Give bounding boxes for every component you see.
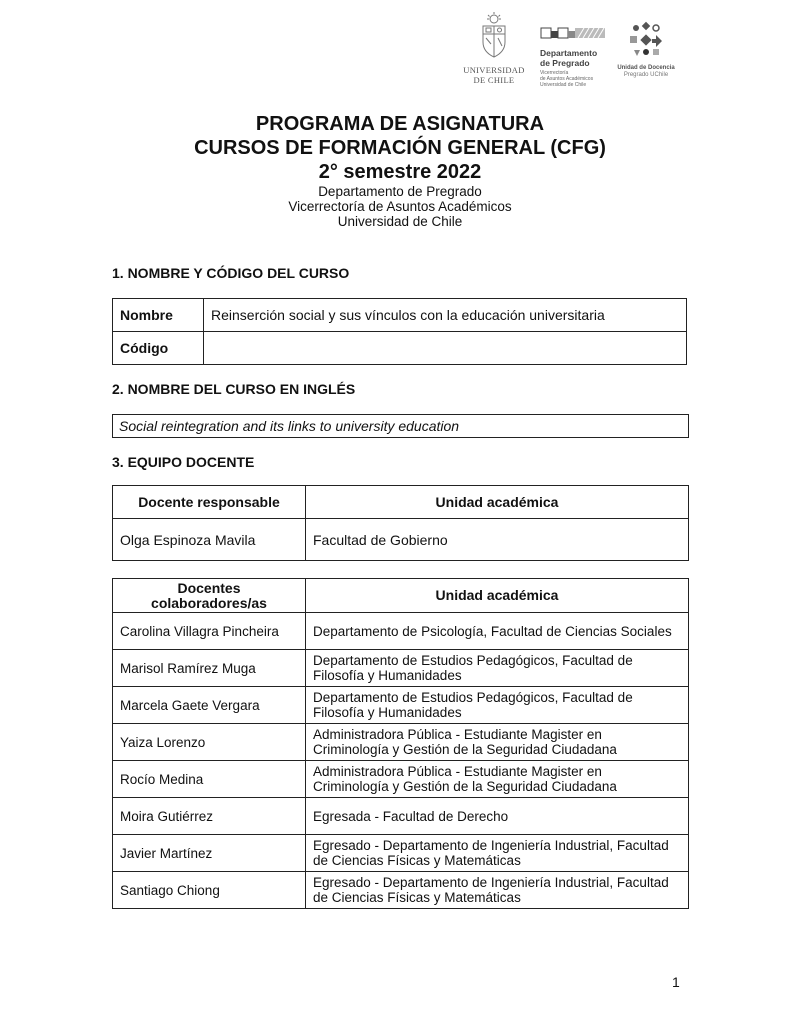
table-row [113, 872, 689, 909]
colab-unit-line: Departamento de Estudios Pedagógicos, Facultad de [313, 690, 633, 705]
resp-unit: Facultad de Gobierno [306, 519, 689, 561]
colab-unit [306, 687, 689, 724]
section-3-heading: 3. EQUIPO DOCENTE [112, 454, 255, 470]
colab-unit [306, 761, 689, 798]
colab-name: Javier Martínez [113, 835, 306, 872]
table-row [113, 613, 689, 650]
departamento-pregrado-logo [540, 26, 618, 88]
table-row [113, 798, 689, 835]
colab-header-name-line-2: colaboradores/as [151, 594, 267, 611]
codigo-label: Código [113, 332, 204, 365]
table-row [113, 299, 687, 332]
table-row [113, 332, 687, 365]
table-header-row [113, 486, 689, 519]
page-number: 1 [672, 974, 680, 990]
colab-unit-line: de Ciencias Físicas y Matemáticas [313, 853, 521, 868]
colab-name: Rocío Medina [113, 761, 306, 798]
header-logos [450, 12, 680, 92]
depto-sub-line-2: de Asuntos Académicos [540, 76, 594, 82]
collaborators-body [113, 613, 689, 909]
colab-unit-line: Administradora Pública - Estudiante Magister en [313, 727, 602, 742]
table-row [113, 650, 689, 687]
depto-title-line-2: de Pregrado [540, 58, 590, 68]
university-name-line-1: UNIVERSIDAD [463, 65, 525, 75]
program-title: PROGRAMA DE ASIGNATURA [255, 113, 545, 135]
colab-unit [306, 872, 689, 909]
udoc-title: Unidad de Docencia [617, 65, 675, 71]
colab-name: Marisol Ramírez Muga [113, 650, 306, 687]
colab-unit-line: Filosofía y Humanidades [313, 668, 462, 683]
depto-sub-line-1: Vicerrectoría [540, 70, 569, 76]
colab-unit-line: Administradora Pública - Estudiante Magister en [313, 764, 602, 779]
colab-header-name [113, 579, 306, 613]
colab-name: Moira Gutiérrez [113, 798, 306, 835]
table-row [113, 724, 689, 761]
resp-name: Olga Espinoza Mavila [113, 519, 306, 561]
depto-title-line-1: Departamento [540, 48, 598, 58]
colab-unit-line: Egresado - Departamento de Ingeniería Industrial, Facultad [313, 875, 669, 890]
codigo-value [204, 332, 687, 365]
colab-unit-line: de Ciencias Físicas y Matemáticas [313, 890, 521, 905]
university-subtitle: Universidad de Chile [337, 214, 463, 229]
university-name-line-2: DE CHILE [473, 75, 515, 85]
colab-unit [306, 650, 689, 687]
collaborators-table [112, 578, 689, 909]
table-header-row [113, 579, 689, 613]
depto-sub-line-3: Universidad de Chile [540, 82, 587, 88]
responsible-teacher-table [112, 485, 689, 561]
document-header [0, 112, 800, 229]
vicerrectoria-subtitle: Vicerrectoría de Asuntos Académicos [288, 199, 512, 214]
nombre-value: Reinserción social y sus vínculos con la educación universitaria [204, 299, 687, 332]
colab-unit-line: Filosofía y Humanidades [313, 705, 462, 720]
colab-header-unit: Unidad académica [306, 579, 689, 613]
colab-unit [306, 613, 689, 650]
section-2-heading: 2. NOMBRE DEL CURSO EN INGLÉS [112, 381, 356, 397]
colab-name: Carolina Villagra Pincheira [113, 613, 306, 650]
colab-unit-line: Departamento de Psicología, Facultad de Ciencias Sociales [313, 623, 672, 639]
colab-name: Yaiza Lorenzo [113, 724, 306, 761]
university-crest-icon [474, 12, 514, 60]
cfg-title: CURSOS DE FORMACIÓN GENERAL (CFG) [194, 137, 606, 159]
nombre-label: Nombre [113, 299, 204, 332]
colab-name: Santiago Chiong [113, 872, 306, 909]
table-row [113, 835, 689, 872]
unidad-docencia-logo [614, 20, 678, 79]
colab-unit-line: Egresada - Facultad de Derecho [313, 808, 509, 824]
unidad-docencia-icon [626, 20, 666, 58]
table-row [113, 687, 689, 724]
semester-title: 2° semestre 2022 [318, 161, 482, 183]
colab-unit [306, 724, 689, 761]
colab-name: Marcela Gaete Vergara [113, 687, 306, 724]
colab-unit-line: Departamento de Estudios Pedagógicos, Facultad de [313, 653, 633, 668]
colab-unit [306, 798, 689, 835]
section-1-heading: 1. NOMBRE Y CÓDIGO DEL CURSO [112, 265, 350, 281]
table-row [113, 761, 689, 798]
resp-header-name: Docente responsable [113, 486, 306, 519]
pregrado-squares-icon [540, 27, 606, 39]
udoc-subtitle: Pregrado UChile [623, 72, 669, 78]
colab-header-name-line-1: Docentes [177, 579, 241, 596]
english-course-name: Social reintegration and its links to university education [112, 414, 689, 438]
table-row [113, 519, 689, 561]
colab-unit-line: Egresado - Departamento de Ingeniería Industrial, Facultad [313, 838, 669, 853]
colab-unit [306, 835, 689, 872]
colab-unit-line: Criminología y Gestión de la Seguridad Ciudadana [313, 742, 617, 757]
colab-unit-line: Criminología y Gestión de la Seguridad Ciudadana [313, 779, 617, 794]
universidad-de-chile-logo [450, 12, 538, 85]
resp-header-unit: Unidad académica [306, 486, 689, 519]
department-subtitle: Departamento de Pregrado [318, 184, 482, 199]
course-name-code-table [112, 298, 687, 365]
